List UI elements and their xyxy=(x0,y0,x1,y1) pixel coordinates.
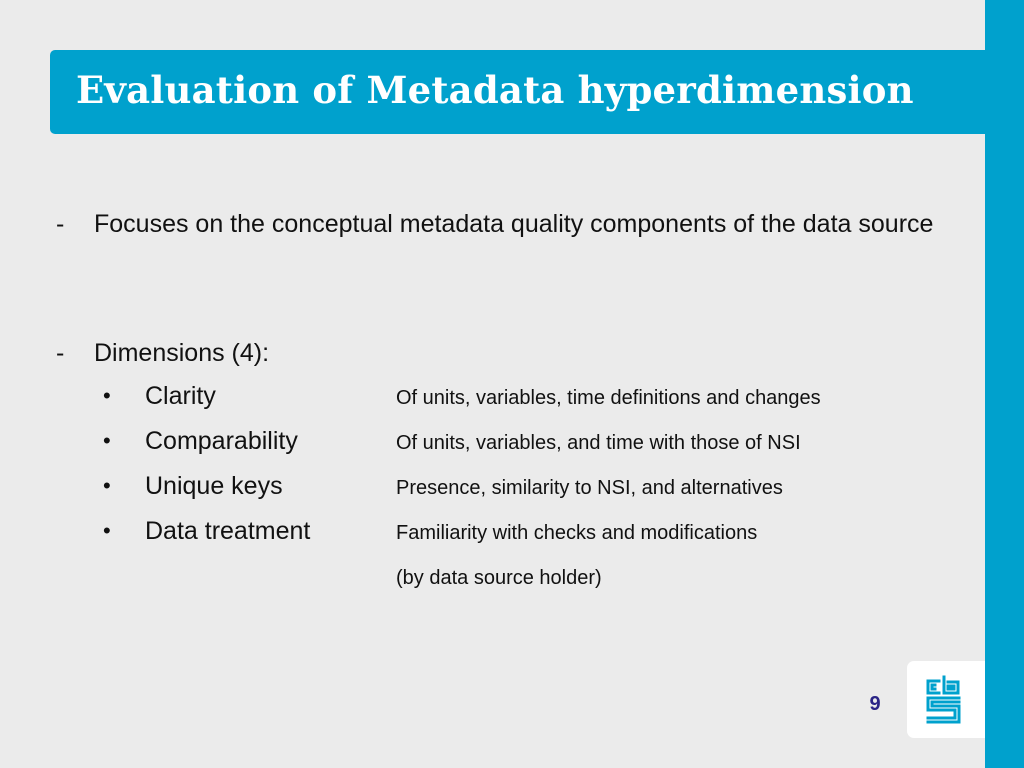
cbs-logo-icon xyxy=(925,675,965,725)
logo-box xyxy=(907,661,985,738)
right-accent-bar xyxy=(985,0,1024,768)
dash-marker: - xyxy=(56,210,65,238)
page-number: 9 xyxy=(869,693,881,715)
dimension-description: Familiarity with checks and modifications xyxy=(396,522,758,544)
title-band xyxy=(50,50,985,134)
dimension-name: Comparability xyxy=(145,427,298,455)
bullet-marker: • xyxy=(103,428,111,453)
dimension-name: Clarity xyxy=(145,382,216,410)
dimension-name: Data treatment xyxy=(145,517,311,545)
focus-paragraph: Focuses on the conceptual metadata quality components of the data source xyxy=(94,210,934,238)
dimension-description: Of units, variables, and time with those of NSI xyxy=(396,432,801,454)
bullet-marker: • xyxy=(103,383,111,408)
dimension-description: Of units, variables, time definitions and changes xyxy=(396,387,821,409)
dimension-name: Unique keys xyxy=(145,472,283,500)
dimension-description-continued: (by data source holder) xyxy=(396,567,602,589)
dimensions-heading: Dimensions (4): xyxy=(94,339,270,367)
slide-title: Evaluation of Metadata hyperdimension xyxy=(76,68,914,112)
bullet-marker: • xyxy=(103,473,111,498)
dimension-description: Presence, similarity to NSI, and alternatives xyxy=(396,477,783,499)
bullet-marker: • xyxy=(103,518,111,543)
dash-marker: - xyxy=(56,339,65,367)
